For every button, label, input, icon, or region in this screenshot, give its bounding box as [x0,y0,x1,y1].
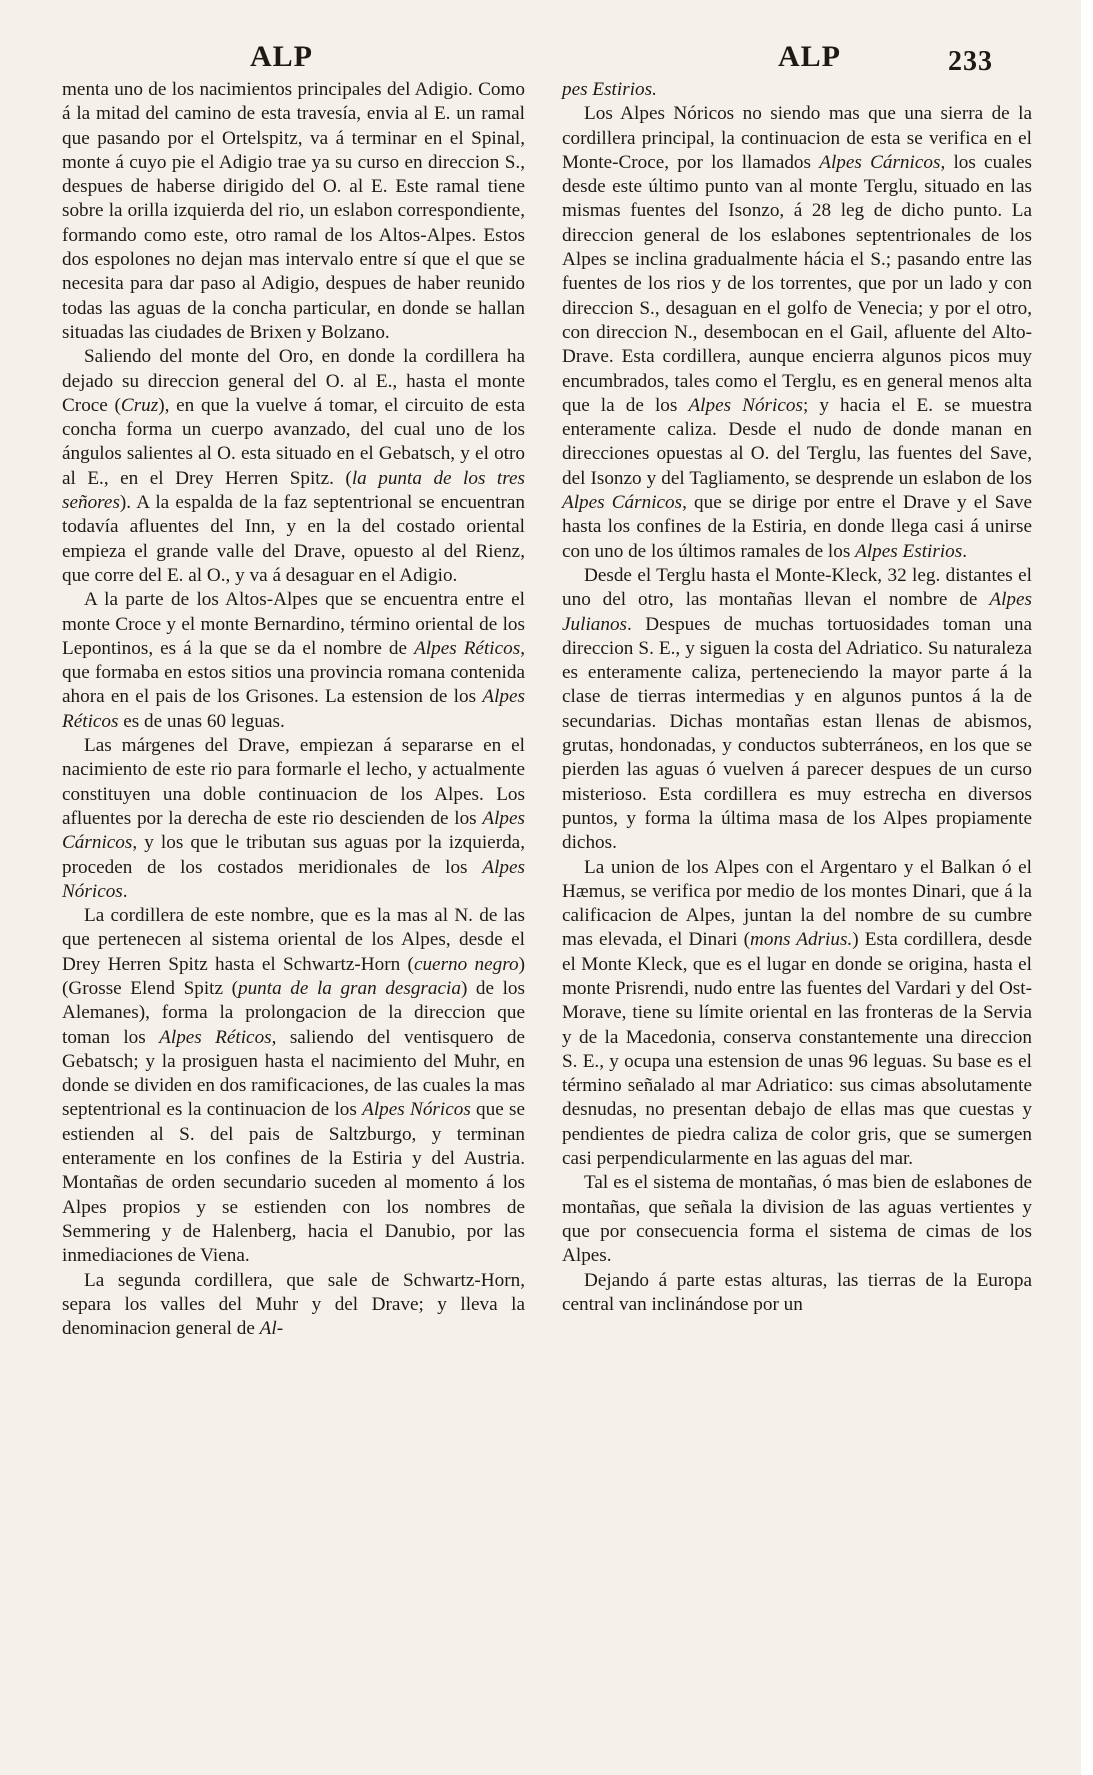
paragraph [562,856,1032,1172]
italic-run: Alpes Nóricos [362,1099,471,1121]
text-run: . [122,880,128,902]
italic-run: cuerno negro [413,953,519,975]
italic-run: Alpes Estirios [855,540,963,562]
text-column-left [62,78,525,1341]
text-run: Tal es el sistema de montañas, ó mas bien de eslabones de montañas, que señala la division de las aguas vertientes y que por consecuencia forma el sistema de cimas de los Alpes. [562,1172,1032,1267]
paragraph [562,78,1032,102]
text-run: ) Esta cordillera, desde el Monte Kleck, que es el lugar en donde se origina, hasta el monte Prisrendi, nudo entre las fuentes del Vardari y del Ost-Morave, tiene su límite oriental en las fronteras de la Servia y de la Macedonia, conserva constantemente una direccion S. E., y ocupa una estension de unas 96 leguas. Su base es el término señalado al mar Adriatico: sus cimas absolutamente desnudas, no presentan debajo de ellas mas que cuestas y pendientes de piedra caliza de color gris, que se sumergen casi perpendicularmente en las aguas del mar. [562,929,1033,1170]
italic-run: Al- [259,1318,284,1340]
text-run: La cordillera de este nombre, que es la mas al N. de las que pertenecen al sistema oriental de los Alpes, desde el Drey Herren Spitz hasta el Schwartz-Horn ( [62,905,525,975]
running-head-left: ALP [250,40,313,73]
text-column-right [562,78,1032,1317]
text-run: ; y hacia el E. se muestra enteramente caliza. Desde el nudo de donde manan en direcciones opuestas al O. del Terglu, las fuentes del Save, del Isonzo y del Tagliamento, se desprende un eslabon de los [562,394,1032,489]
italic-run: mons Adrius. [750,929,853,951]
text-run: , que se dirige por entre el Drave y el Save hasta los confines de la Estiria, en donde llega casi á unirse con uno de los últimos ramales de los [562,492,1032,562]
text-run: , que formaba en estos sitios una provincia romana contenida ahora en el pais de los Grisones. La estension de los [62,637,525,708]
italic-run: Alpes Nóricos [688,394,803,416]
text-run: Desde el Terglu hasta el Monte-Kleck, 32 leg. distantes el uno del otro, las montañas llevan el nombre de [562,564,1032,611]
paragraph [562,102,1032,564]
italic-run: Alpes Nóricos [62,856,525,902]
text-run: Los Alpes Nóricos no siendo mas que una sierra de la cordillera principal, la continuacion de esta se verifica en el Monte-Croce, por los llamados [562,103,1032,173]
italic-run: punta de la gran desgracia [237,977,461,999]
text-run: . [962,540,968,562]
text-run: Saliendo del monte del Oro, en donde la cordillera ha dejado su direccion general del O. al E., hasta el monte Croce ( [62,346,525,416]
italic-run: Alpes Réticos [414,637,521,659]
text-run: ). A la espalda de la faz septentrional se encuentran todavía afluentes del Inn, y en la del costado oriental empieza el grande valle del Drave, opuesto al del Rienz, que corre del E. al O., y va á desaguar en el Adigio. [62,492,525,586]
text-run: , y los que le tributan sus aguas por la izquierda, proceden de los costados meridionales de los [62,832,525,878]
paragraph [562,564,1032,856]
text-run: . Despues de muchas tortuosidades toman una direccion S. E., y siguen la costa del Adriatico. Su naturaleza es enteramente caliza, perteneciendo la mayor parte á la clase de tierras intermedias y en algunos puntos á la de secundarias. Dichas montañas estan llenas de abismos, grutas, hondonadas, y conductos subterráneos, en los que se pierden las aguas ó vuelven á parecer despues de un curso misterioso. Esta cordillera es muy estrecha en diversos puntos, y forma la última masa de los Alpes propiamente dichos. [562,613,1032,854]
text-run: es de unas 60 leguas. [118,710,285,732]
italic-run: Alpes Cárnicos [819,151,941,173]
italic-run: pes Estirios. [562,79,657,100]
paragraph [562,1269,1032,1318]
text-run: Las márgenes del Drave, empiezan á separarse en el nacimiento de este rio para formarle el lecho, y actualmente constituyen una doble continuacion de los Alpes. Los afluentes por la derecha de este rio descienden de los [62,735,525,829]
paragraph [62,345,525,588]
italic-run: Alpes Cárnicos [562,492,683,514]
text-run: ), en que la vuelve á tomar, el circuito de esta concha forma un cuerpo avanzado, del cual uno de los ángulos salientes al O. esta situado en el Gebatsch, y el otro al E., en el Drey Herren Spitz. ( [62,394,525,489]
paragraph [62,1269,525,1342]
text-run: La union de los Alpes con el Argentaro y el Balkan ó el Hæmus, se verifica por medio de los montes Dinari, que á la calificacion de Alpes, juntan la del nombre de su cumbre mas elevada, el Dinari ( [562,856,1032,951]
text-run: , los cuales desde este último punto van al monte Terglu, situado en las mismas fuentes del Isonzo, á 28 leg de dicho punto. La direccion general de los eslabones septentrionales de los Alpes se inclina gradualmente hácia el S.; pasando entre las fuentes de los rios y de los torrentes, que por un lado y con direccion S., desaguan en el golfo de Venecia; y por el otro, con direccion N., desembocan en el Gail, afluente del Alto-Drave. Esta cordillera, aunque encierra algunos picos muy encumbrados, tales como el Terglu, es en general menos alta que la de los [562,151,1032,416]
italic-run: Alpes Julianos [562,589,1032,635]
paragraph [562,1171,1032,1268]
text-run: ) (Grosse Elend Spitz ( [62,953,525,999]
italic-run: Cruz [120,394,159,416]
text-run: menta uno de los nacimientos principales del Adigio. Como á la mitad del camino de esta travesía, envia al E. un ramal que pasando por el Ortelspitz, va á terminar en el Spinal, monte á cuyo pie el Adigio trae ya su curso en direccion S., despues de haberse dirigido del O. al E. Este ramal tiene sobre la orilla izquierda del rio, un eslabon correspondiente, formando como este, otro ramal de los Altos-Alpes. Estos dos espolones no dejan mas intervalo entre sí que el que se necesita para dar paso al Adigio, despues de haber reunido todas las aguas de la concha particular, en donde se hallan situadas las ciudades de Brixen y Bolzano. [62,79,525,343]
italic-run: la punta de los tres señores [62,467,526,514]
paragraph [62,734,525,904]
text-run: , saliendo del ventisquero de Gebatsch; y la prosiguen hasta el nacimiento del Muhr, en donde se dividen en dos ramificaciones, de las cuales la mas septentrional es la continuacion de los [62,1026,526,1121]
italic-run: Alpes Réticos [159,1026,272,1048]
text-run: A la parte de los Altos-Alpes que se encuentra entre el monte Croce y el monte Bernardino, término oriental de los Lepontinos, es á la que se da el nombre de [62,589,525,659]
italic-run: Alpes Cárnicos [62,807,525,854]
page-number: 233 [948,46,993,77]
paragraph [62,904,525,1268]
page-edge [1081,0,1093,1775]
paragraph [62,588,525,734]
running-head-right: ALP [778,40,841,73]
text-run: La segunda cordillera, que sale de Schwartz-Horn, separa los valles del Muhr y del Drave; y lleva la denominacion general de [62,1269,525,1340]
text-run: ) de los Alemanes), forma la prolongacion de la direccion que toman los [62,977,525,1048]
text-run: Dejando á parte estas alturas, las tierras de la Europa central van inclinándose por un [562,1269,1032,1315]
text-run: que se estienden al S. del pais de Saltzburgo, y terminan enteramente en los confines de la Estiria y del Austria. Montañas de orden secundario suceden al momento á los Alpes propios y se estienden con los nombres de Semmering y de Halenberg, hacia el Danubio, por las inmediaciones de Viena. [62,1099,526,1267]
italic-run: Alpes Réticos [62,686,525,732]
paragraph [62,78,525,345]
